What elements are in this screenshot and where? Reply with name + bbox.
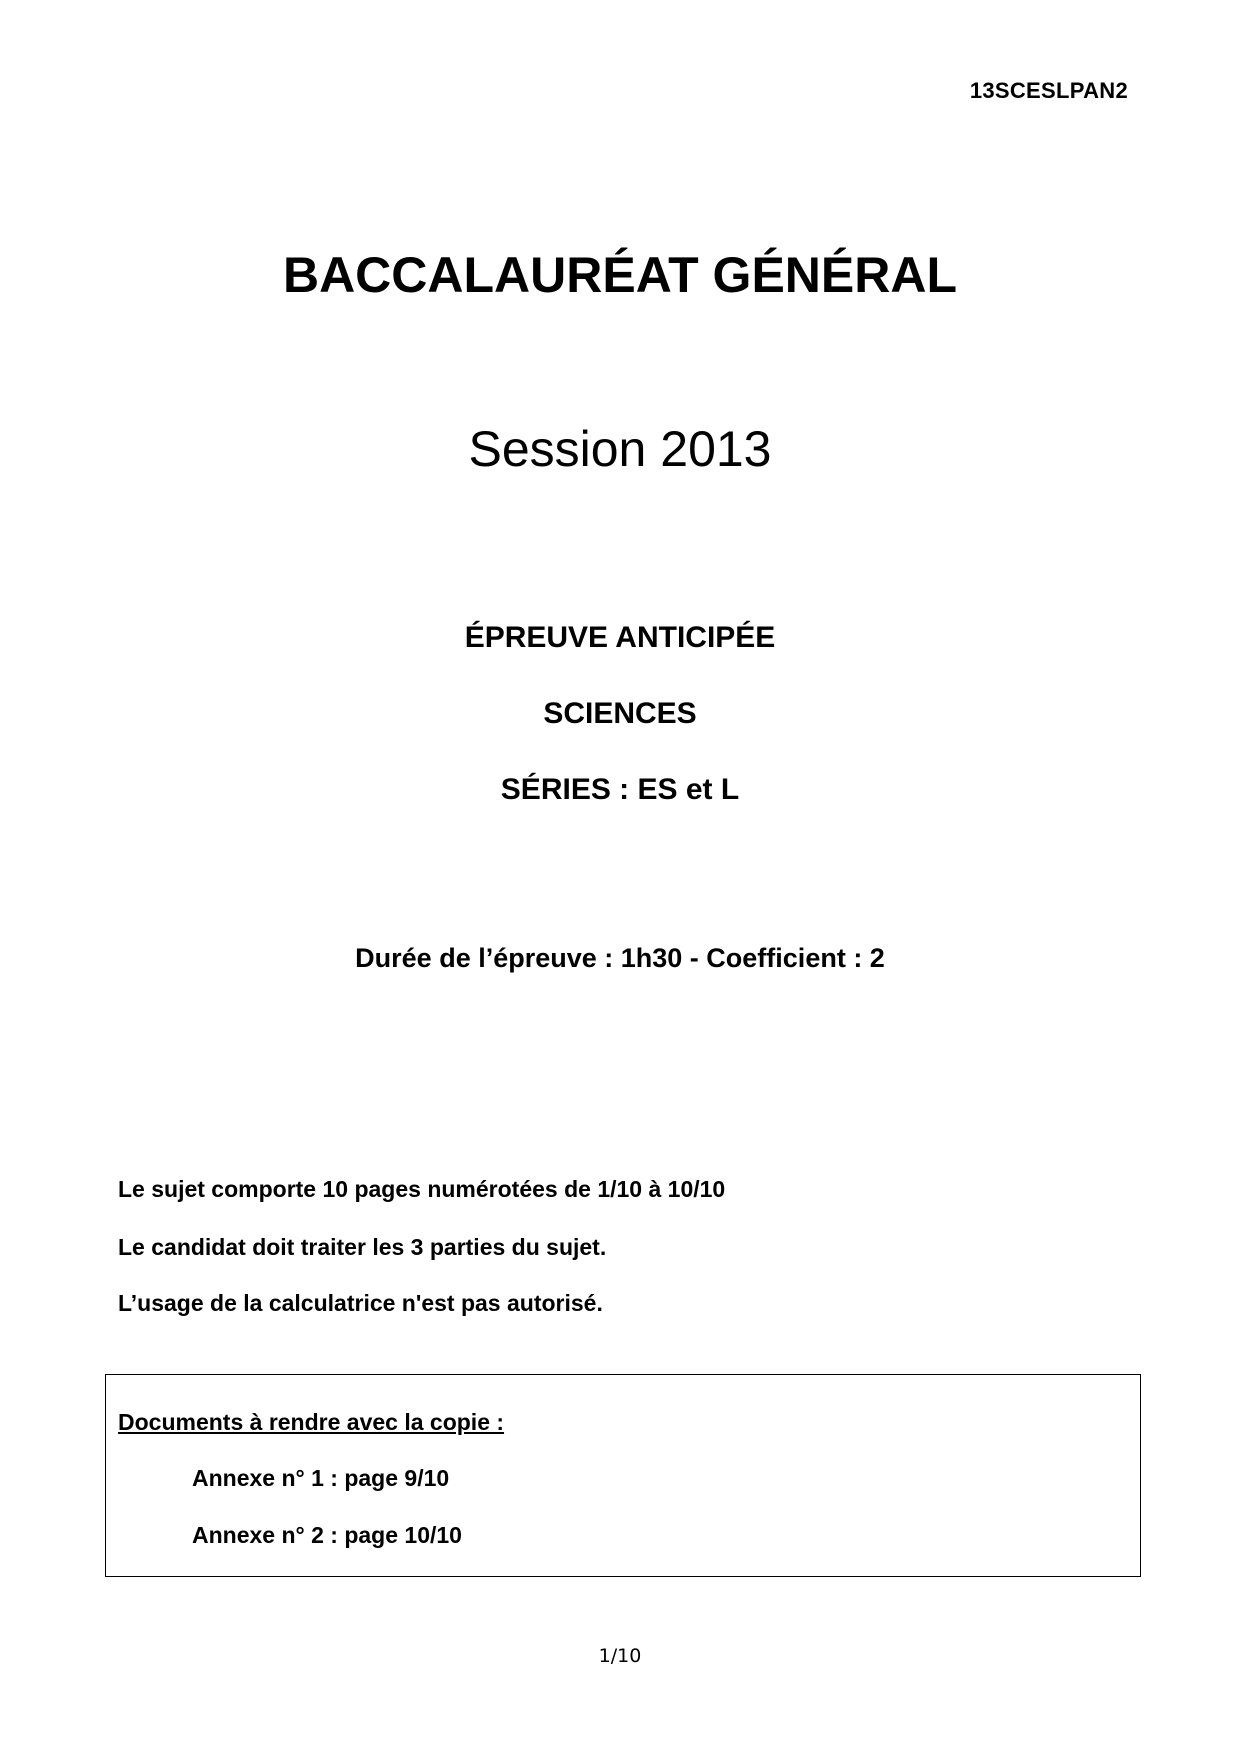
annex-item: Annexe n° 2 : page 10/10 [192, 1522, 462, 1548]
document-title: BACCALAURÉAT GÉNÉRAL [282, 247, 958, 303]
instruction-calculator: L’usage de la calculatrice n'est pas autorisé. [118, 1290, 603, 1316]
exam-duration: Durée de l’épreuve : 1h30 - Coefficient : 2 [355, 943, 885, 973]
page-number: 1/10 [598, 1645, 642, 1667]
instruction-parts: Le candidat doit traiter les 3 parties du sujet. [118, 1234, 607, 1260]
reference-code: 13SCESLPAN2 [969, 78, 1128, 103]
exam-subject: SCIENCES [543, 697, 697, 730]
exam-type: ÉPREUVE ANTICIPÉE [464, 621, 776, 654]
documents-box [105, 1374, 1141, 1577]
session-year: Session 2013 [468, 421, 772, 477]
documents-box-title: Documents à rendre avec la copie : [118, 1409, 505, 1435]
annex-item: Annexe n° 1 : page 9/10 [192, 1465, 450, 1491]
instruction-pages: Le sujet comporte 10 pages numérotées de 1/10 à 10/10 [118, 1176, 726, 1202]
exam-series: SÉRIES : ES et L [500, 773, 740, 806]
